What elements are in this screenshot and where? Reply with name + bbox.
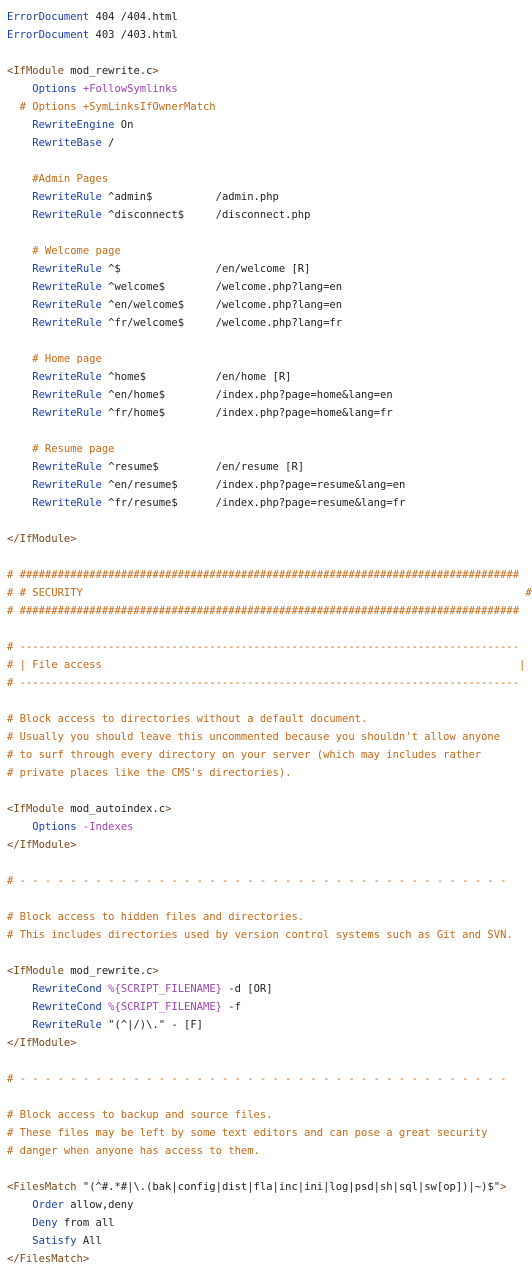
text-token: ^resume$ /en/resume [R]: [101, 461, 305, 473]
blank-line: [7, 782, 489, 800]
directive-token: RewriteCond: [32, 983, 102, 995]
comment-token: # Block access to backup and source files.: [7, 1109, 273, 1121]
directive-token: RewriteRule: [32, 407, 102, 419]
tag-token: >: [500, 1181, 507, 1193]
code-line: [7, 404, 489, 422]
tag-token: </IfModule>: [7, 1037, 77, 1049]
code-line: [7, 566, 520, 584]
text-token: [7, 317, 32, 329]
text-token: [7, 1199, 32, 1211]
tag-token: >: [152, 965, 159, 977]
code-line: [7, 296, 489, 314]
directive-token: ErrorDocument: [7, 11, 90, 23]
blank-line: [7, 422, 489, 440]
directive-token: RewriteRule: [32, 1019, 102, 1031]
code-line: [7, 998, 489, 1016]
directive-token: RewriteRule: [32, 389, 102, 401]
tag-token: <IfModule: [7, 65, 64, 77]
text-token: ^disconnect$ /disconnect.php: [101, 209, 311, 221]
code-line: [7, 674, 520, 692]
text-token: [7, 1217, 32, 1229]
text-token: mod_rewrite.c: [63, 965, 153, 977]
text-token: ^fr/home$ /index.php?page=home&lang=fr: [101, 407, 393, 419]
comment-token: # to surf through every directory on your server (which may includes rather: [7, 749, 482, 761]
text-token: /: [101, 137, 115, 149]
code-line: [7, 98, 489, 116]
directive-token: RewriteRule: [32, 371, 102, 383]
text-token: [7, 1235, 32, 1247]
text-token: mod_autoindex.c: [63, 803, 166, 815]
blank-line: [7, 1052, 489, 1070]
text-token: from all: [57, 1217, 115, 1229]
text-token: [7, 263, 32, 275]
text-token: "(^|/)\." - [F]: [101, 1019, 203, 1031]
directive-token: RewriteRule: [32, 299, 102, 311]
text-token: [7, 1019, 32, 1031]
blank-line: [7, 44, 489, 62]
code-line: [7, 980, 489, 998]
code-line: [7, 368, 489, 386]
directive-token: RewriteRule: [32, 209, 102, 221]
blank-line: [7, 152, 489, 170]
code-line: [7, 728, 501, 746]
code-line: [7, 638, 520, 656]
directive-token: Options: [32, 83, 77, 95]
code-line: [7, 1124, 489, 1142]
directive-token: RewriteRule: [32, 461, 102, 473]
code-line: [7, 386, 489, 404]
code-line: [7, 314, 489, 332]
text-token: [7, 137, 32, 149]
tag-token: <FilesMatch: [7, 1181, 77, 1193]
code-line: [7, 440, 489, 458]
text-token: [7, 83, 32, 95]
blank-line: [7, 512, 489, 530]
code-line: [7, 170, 489, 188]
blank-line: [7, 224, 489, 242]
blank-line: [7, 548, 489, 566]
directive-token: RewriteRule: [32, 317, 102, 329]
code-line: [7, 62, 489, 80]
code-line: [7, 458, 489, 476]
text-token: [7, 389, 32, 401]
text-token: ^en/welcome$ /welcome.php?lang=en: [101, 299, 343, 311]
text-token: mod_rewrite.c: [63, 65, 153, 77]
comment-token: # Usually you should leave this uncommented because you shouldn't allow anyone: [7, 731, 501, 743]
code-line: [7, 530, 489, 548]
comment-token: # Welcome page: [7, 245, 121, 257]
text-token: [7, 371, 32, 383]
blank-line: [7, 332, 489, 350]
code-line: [7, 188, 489, 206]
directive-token: RewriteRule: [32, 191, 102, 203]
text-token: ^welcome$ /welcome.php?lang=en: [101, 281, 343, 293]
flag-token: %{SCRIPT_FILENAME}: [108, 1001, 222, 1013]
flag-token: %{SCRIPT_FILENAME}: [108, 983, 222, 995]
code-line: [7, 926, 513, 944]
comment-token: # Resume page: [7, 443, 115, 455]
directive-token: Options: [32, 821, 77, 833]
code-line: [7, 764, 489, 782]
code-line: [7, 836, 489, 854]
text-token: -f: [221, 1001, 241, 1013]
code-line: [7, 1034, 489, 1052]
tag-token: >: [152, 65, 159, 77]
tag-token: </IfModule>: [7, 839, 77, 851]
code-line: [7, 476, 489, 494]
text-token: ^home$ /en/home [R]: [101, 371, 292, 383]
tag-token: </IfModule>: [7, 533, 77, 545]
code-line: [7, 494, 489, 512]
text-token: [7, 281, 32, 293]
text-token: ^admin$ /admin.php: [101, 191, 279, 203]
text-token: [7, 191, 32, 203]
text-token: "(^#.*#|\.(bak|config|dist|fla|inc|ini|log|psd|sh|sql|sw[op])|~)$": [76, 1181, 501, 1193]
code-line: [7, 710, 489, 728]
directive-token: RewriteEngine: [32, 119, 115, 131]
comment-token: # # SECURITY #: [7, 587, 532, 599]
code-line: [7, 1016, 489, 1034]
code-line: [7, 602, 520, 620]
text-token: [7, 209, 32, 221]
directive-token: RewriteBase: [32, 137, 102, 149]
code-line: [7, 962, 489, 980]
directive-token: ErrorDocument: [7, 29, 90, 41]
flag-token: -Indexes: [82, 821, 134, 833]
code-line: [7, 1178, 507, 1196]
code-line: [7, 1070, 507, 1088]
code-line: [7, 1106, 489, 1124]
code-line: [7, 206, 489, 224]
flag-token: +FollowSymlinks: [82, 83, 178, 95]
blank-line: [7, 620, 489, 638]
directive-token: Satisfy: [32, 1235, 77, 1247]
code-line: [7, 26, 489, 44]
code-line: [7, 746, 489, 764]
comment-token: # - - - - - - - - - - - - - - - - - - - - - - - - - - - - - - - - - - - - - - -: [7, 1073, 507, 1085]
text-token: On: [114, 119, 134, 131]
text-token: [7, 461, 32, 473]
blank-line: [7, 944, 489, 962]
code-line: [7, 1232, 489, 1250]
code-line: [7, 242, 489, 260]
text-token: 403 /403.html: [89, 29, 178, 41]
text-token: [7, 821, 32, 833]
directive-token: RewriteRule: [32, 263, 102, 275]
code-line: [7, 350, 489, 368]
text-token: [7, 407, 32, 419]
text-token: ^fr/welcome$ /welcome.php?lang=fr: [101, 317, 343, 329]
directive-token: Deny: [32, 1217, 58, 1229]
code-line: [7, 656, 526, 674]
comment-token: # private places like the CMS's directories).: [7, 767, 292, 779]
directive-token: RewriteRule: [32, 281, 102, 293]
text-token: [7, 497, 32, 509]
blank-line: [7, 692, 489, 710]
text-token: [7, 479, 32, 491]
directive-token: Order: [32, 1199, 64, 1211]
text-token: [7, 119, 32, 131]
comment-token: # | File access |: [7, 659, 526, 671]
comment-token: # Block access to hidden files and directories.: [7, 911, 305, 923]
code-line: [7, 278, 489, 296]
comment-token: # -------------------------------------------------------------------------------: [7, 677, 520, 689]
text-token: [7, 1001, 32, 1013]
text-token: [7, 983, 32, 995]
text-token: allow,deny: [63, 1199, 134, 1211]
directive-token: RewriteRule: [32, 479, 102, 491]
text-token: All: [76, 1235, 102, 1247]
comment-token: # This includes directories used by version control systems such as Git and SVN.: [7, 929, 513, 941]
code-line: [7, 908, 489, 926]
comment-token: # -------------------------------------------------------------------------------: [7, 641, 520, 653]
code-line: [7, 818, 489, 836]
blank-line: [7, 854, 489, 872]
comment-token: # These files may be left by some text editors and can pose a great security: [7, 1127, 488, 1139]
code-line: [7, 116, 489, 134]
comment-token: # Options +SymLinksIfOwnerMatch: [7, 101, 216, 113]
code-line: [7, 584, 532, 602]
comment-token: # ###############################################################################: [7, 605, 520, 617]
comment-token: # Home page: [7, 353, 102, 365]
comment-token: # ###############################################################################: [7, 569, 520, 581]
code-line: [7, 260, 489, 278]
comment-token: # Block access to directories without a default document.: [7, 713, 368, 725]
blank-line: [7, 1088, 489, 1106]
code-line: [7, 1196, 489, 1214]
text-token: ^en/resume$ /index.php?page=resume&lang=en: [101, 479, 406, 491]
tag-token: <IfModule: [7, 803, 64, 815]
comment-token: # danger when anyone has access to them.: [7, 1145, 260, 1157]
directive-token: RewriteRule: [32, 497, 102, 509]
tag-token: <IfModule: [7, 965, 64, 977]
comment-token: # - - - - - - - - - - - - - - - - - - - - - - - - - - - - - - - - - - - - - - -: [7, 875, 507, 887]
code-line: [7, 8, 489, 26]
text-token: 404 /404.html: [89, 11, 178, 23]
code-line: [7, 134, 489, 152]
blank-line: [7, 1160, 489, 1178]
text-token: ^en/home$ /index.php?page=home&lang=en: [101, 389, 393, 401]
text-token: ^$ /en/welcome [R]: [101, 263, 311, 275]
tag-token: </FilesMatch>: [7, 1253, 90, 1265]
blank-line: [7, 890, 489, 908]
text-token: -d [OR]: [221, 983, 273, 995]
code-line: [7, 800, 489, 818]
code-line: [7, 872, 507, 890]
directive-token: RewriteCond: [32, 1001, 102, 1013]
code-line: [7, 1142, 489, 1160]
tag-token: >: [165, 803, 172, 815]
code-line: [7, 80, 489, 98]
code-line: [7, 1250, 489, 1268]
text-token: ^fr/resume$ /index.php?page=resume&lang=fr: [101, 497, 406, 509]
code-line: [7, 1214, 489, 1232]
comment-token: #Admin Pages: [7, 173, 109, 185]
text-token: [7, 299, 32, 311]
